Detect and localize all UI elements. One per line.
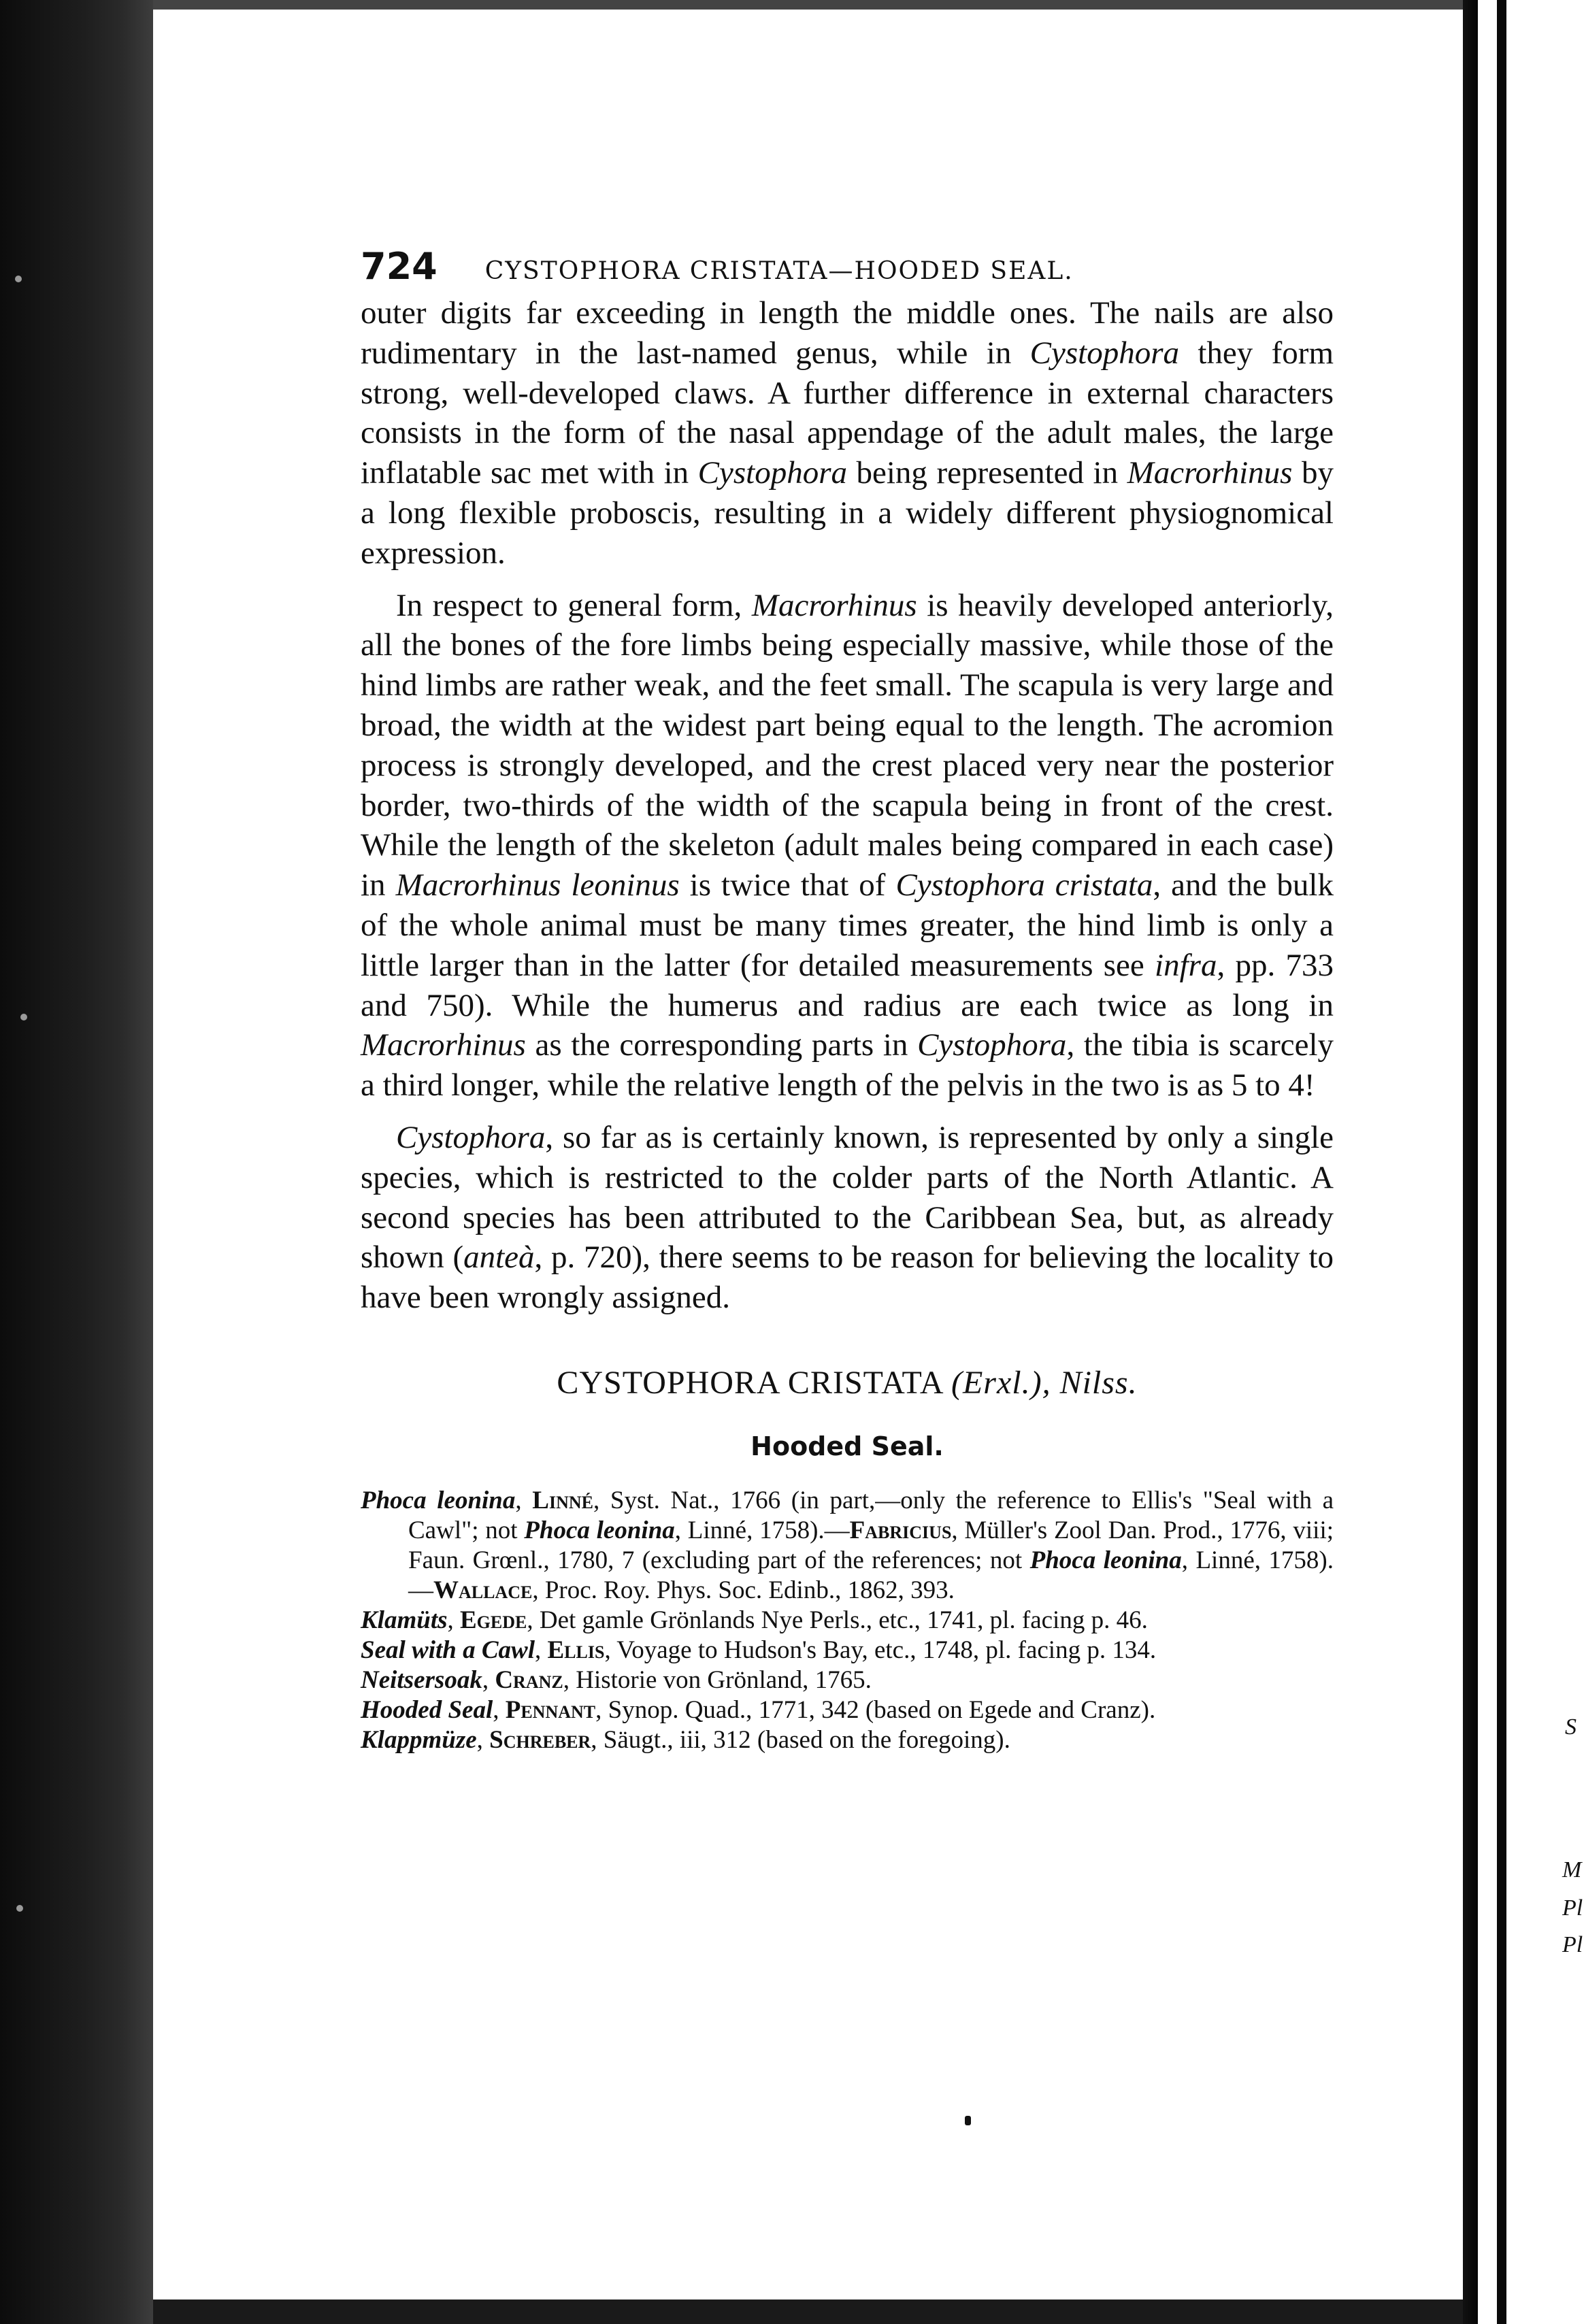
author-name: Schreber [489,1725,591,1754]
author-name: Cranz [495,1665,563,1694]
book-binding-shadow [0,0,153,2324]
italic-term: Cystophora [1029,335,1180,371]
italic-term: Seal with a Cawl [361,1636,535,1664]
italic-term: anteà [463,1240,535,1276]
page-bottom-shadow [153,2300,1584,2324]
synonymy-entry: Hooded Seal, Pennant, Synop. Quad., 1771, 342 (based on Egede and Cranz). [361,1695,1156,1724]
italic-term: Phoca leonina [1029,1546,1182,1574]
binding-speck [16,1905,23,1912]
species-name: CYSTOPHORA CRISTATA [557,1364,942,1401]
print-speck [965,2116,971,2125]
author-name: Linné [532,1486,593,1514]
italic-term: Macrorhinus leoninus [395,867,680,903]
italic-term: Cystophora [917,1027,1067,1063]
italic-term: Klappmüze [361,1725,477,1754]
book-page [361,245,1334,1755]
author-name: Fabricius [849,1516,952,1544]
italic-term: Phoca leonina [361,1486,516,1514]
italic-term: Klamüts [361,1606,448,1634]
synonymy-list [361,1486,1334,1755]
synonymy-entry: Phoca leonina, Linné, Syst. Nat., 1766 (in part,—only the reference to Ellis's "Seal with a Cawl"; not Phoca leonina, Linné, 1758).—Fabricius, Müller's Zool Dan. Prod., 1776, viii; Faun. Grœnl., 1780, 7 (excluding part of the references; not Phoca leonina, Linné, 1758).—Wallace, Proc. Roy. Phys. Soc. Edinb., 1862, 393. [361,1486,1334,1604]
species-heading [361,1364,1334,1401]
author-name: Egede [460,1606,527,1634]
page-right-edge [1463,0,1478,2324]
binding-speck [15,276,22,282]
paragraph-1: outer digits far exceeding in length the middle ones. The nails are also rudimentary in the last-named genus, while in Cystophora they form strong, well-developed claws. A further difference in external characters consists in the form of the nasal appendage of the adult males, the large inflatable sac met with in Cystophora being represented in Macrorhinus by a long flexible proboscis, resulting in a widely different physiognomical expression. [361,295,1334,571]
italic-term: Hooded Seal [361,1695,493,1724]
running-head [361,245,1334,288]
page-number: 724 [361,245,438,288]
synonymy-entry: Klappmüze, Schreber, Säugt., iii, 312 (based on the foregoing). [361,1725,1010,1754]
italic-term: Cystophora [697,455,847,491]
italic-term: Macrorhinus [1127,455,1293,491]
synonymy-entry: Neitsersoak, Cranz, Historie von Grönland, 1765. [361,1665,872,1694]
italic-term: Neitsersoak [361,1665,482,1694]
italic-term: Macrorhinus [361,1027,526,1063]
synonymy-entry: Seal with a Cawl, Ellis, Voyage to Hudson's Bay, etc., 1748, pl. facing p. 134. [361,1636,1157,1664]
italic-term: Cystophora [396,1119,546,1155]
adjacent-page-gutter [1497,0,1506,2324]
italic-term: infra [1155,947,1217,983]
page-top-shadow [153,0,1584,10]
author-name: Wallace [433,1576,533,1604]
italic-term: Cystophora cristata [895,867,1153,903]
adjacent-page-fragment: Pl [1562,1895,1583,1921]
author-name: Ellis [547,1636,605,1664]
italic-term: Macrorhinus [751,587,917,623]
running-title: CYSTOPHORA CRISTATA—HOODED SEAL. [484,257,1074,285]
author-name: Pennant [505,1695,596,1724]
paragraph-2: In respect to general form, Macrorhinus is heavily developed anteriorly, all the bones of the fore limbs being especially massive, while those of the hind limbs are rather weak, and the feet small. The scapula is very large and broad, the width at the widest part being equal to the length. The acromion process is strongly developed, and the crest placed very near the posterior border, two-thirds of the width of the scapula being in front of the crest. While the length of the skeleton (adult males being compared in each case) in Macrorhinus leoninus is twice that of Cystophora cristata, and the bulk of the whole animal must be many times greater, the hind limb is only a little larger than in the latter (for detailed measurements see infra, pp. 733 and 750). While the humerus and radius are each twice as long in Macrorhinus as the corresponding parts in Cystophora, the tibia is scarcely a third longer, while the relative length of the pelvis in the two is as 5 to 4! [361,587,1334,1103]
paragraph-3: Cystophora, so far as is certainly known, is represented by only a single species, which is restricted to the colder parts of the North Atlantic. A second species has been attributed to the Caribbean Sea, but, as already shown (anteà, p. 720), there seems to be reason for believing the locality to have been wrongly assigned. [361,1119,1334,1316]
species-authority: (Erxl.), Nilss. [951,1364,1138,1401]
synonymy-entry: Klamüts, Egede, Det gamle Grönlands Nye Perls., etc., 1741, pl. facing p. 46. [361,1606,1148,1634]
italic-term: Phoca leonina [524,1516,675,1544]
adjacent-page-fragment: S [1565,1714,1577,1740]
adjacent-page [1478,0,1584,2324]
common-name: Hooded Seal. [750,1431,944,1461]
adjacent-page-fragment: Pl [1562,1932,1583,1957]
adjacent-page-fragment: M [1562,1857,1582,1882]
binding-speck [20,1014,27,1020]
